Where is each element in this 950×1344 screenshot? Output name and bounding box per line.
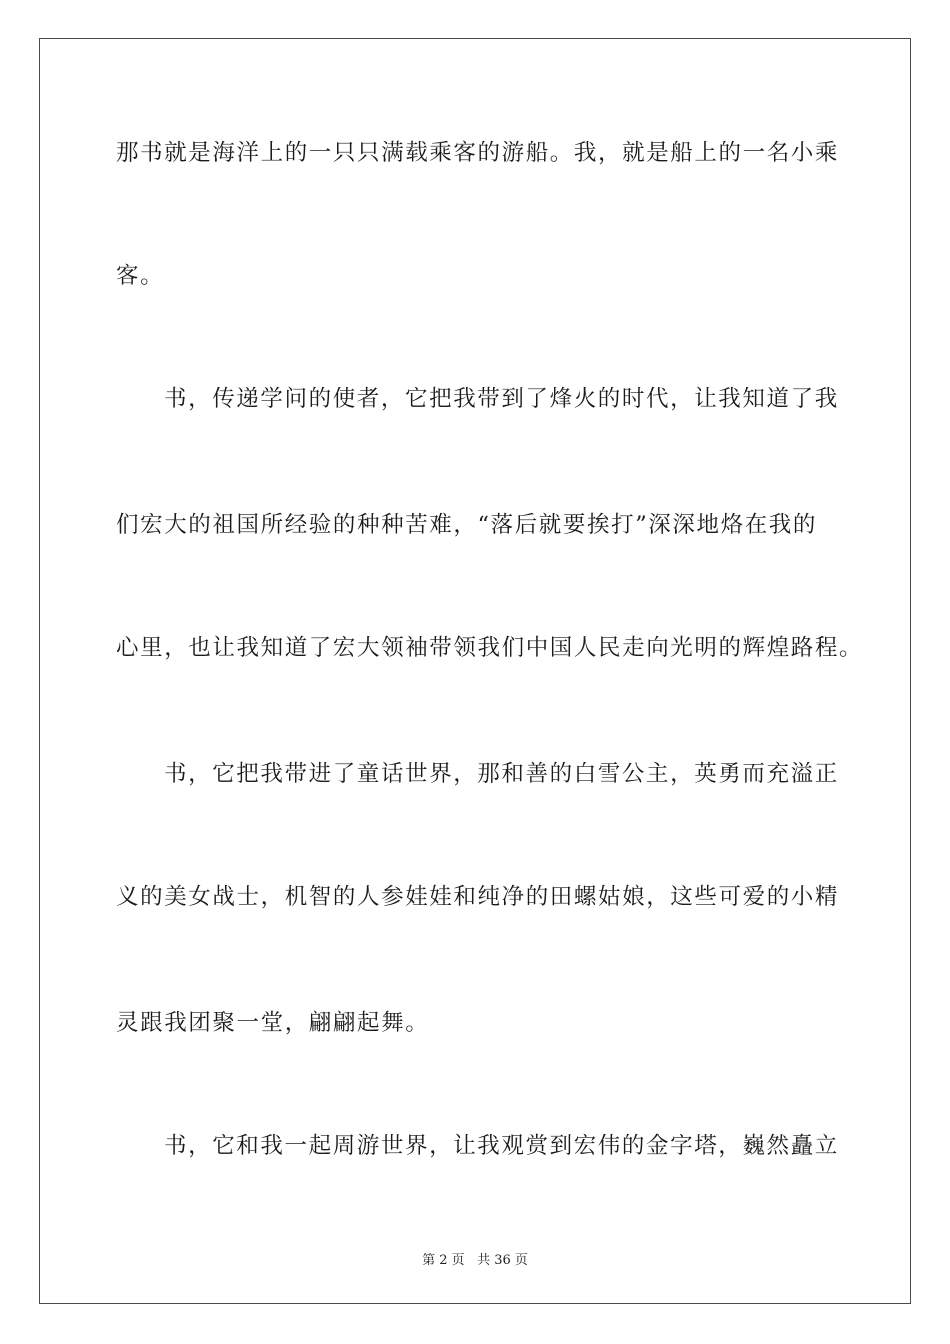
text-line: 灵跟我团聚一堂，翩翩起舞。 [116,1010,430,1036]
page-footer [0,1249,950,1268]
text-line: 客。 [116,263,165,289]
page-total: 共 36 页 [477,1253,528,1268]
text-line: 书，它把我带进了童话世界，那和善的白雪公主，英勇而充溢正 [164,761,839,787]
text-line: 那书就是海洋上的一只只满载乘客的游船。我，就是船上的一名小乘 [116,140,840,166]
text-line: 书，传递学问的使者，它把我带到了烽火的时代，让我知道了我 [164,386,839,412]
page-number: 第 2 页 [422,1253,465,1268]
text-line: 们宏大的祖国所经验的种种苦难，“落后就要挨打”深深地烙在我的 [116,512,818,538]
text-line: 义的美女战士，机智的人参娃娃和纯净的田螺姑娘，这些可爱的小精 [116,884,840,910]
text-line: 心里，也让我知道了宏大领袖带领我们中国人民走向光明的辉煌路程。 [116,635,864,661]
text-line: 书，它和我一起周游世界，让我观赏到宏伟的金字塔，巍然矗立 [164,1133,839,1159]
page-border [39,38,911,1304]
